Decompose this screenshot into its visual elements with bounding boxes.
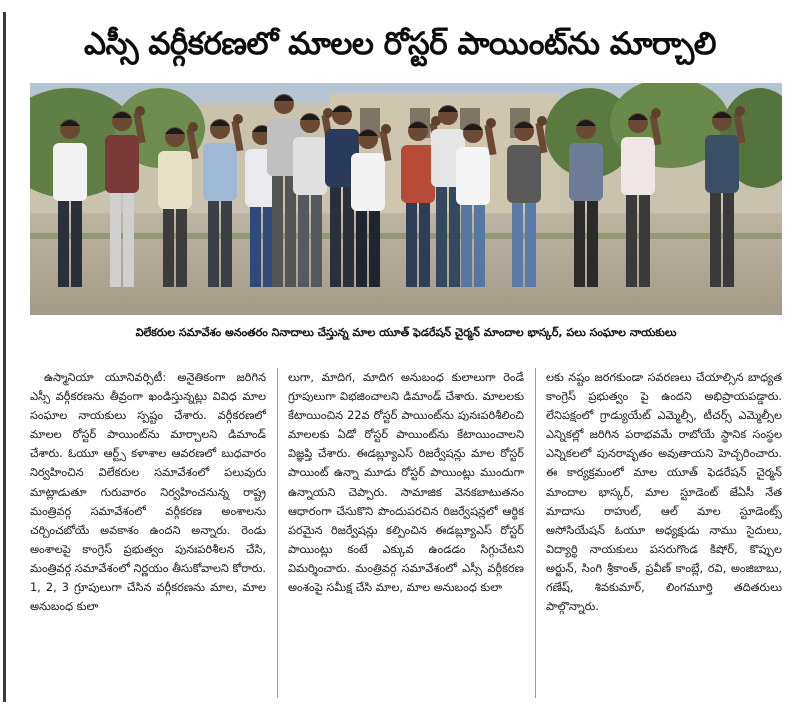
photo-caption: విలేకరుల సమావేశం అనంతరం నినాదాలు చేస్తున్న మాల యూత్ ఫెడరేషన్ చైర్మన్ మాందాల భాస్కర్, పలు సంఘాల నాయకులు bbox=[135, 326, 677, 339]
article-column-1 bbox=[30, 368, 266, 698]
page-margin-rule bbox=[3, 12, 6, 702]
article-column-2 bbox=[288, 368, 524, 698]
article-column-3-text: లకు నష్టం జరగకుండా సవరణలు చేయాల్సిన బాధ్యత కాంగ్రెస్ ప్రభుత్వం పై ఉందని అభిప్రాయపడ్డారు. లేనిపక్షంలో గ్రాడ్యుయేట్ ఎమ్మెల్సీ, టీచర్స్ ఎమ్మెల్సీల ఎన్నికల్లో జరిగిన పరాభవమే రాబోయే స్థానిక సంస్థల ఎన్నికలలో పునరావృతం అవుతాయని హెచ్చరించారు. ఈ కార్యక్రమంలో మాల యూత్ ఫెడరేషన్ చైర్మన్ మాందాల భాస్కర్, మాల స్టూడెంట్ జేఏసీ నేత మాదాసు రాహుల్, ఆల్ మాల స్టూడెంట్స్ అసోసియేషన్ ఓయూ అధ్యక్షుడు నాము సైదులు, విద్యార్థి నాయకులు పసరుగొండ కిషోర్, కొప్పుల అర్జున్, సింగి శ్రీకాంత్, ప్రవీణ్ కాంబ్లే, రవి, అంజిబాబు, గణేష్, శివకుమార్, లింగమూర్తి తదితరులు పాల్గొన్నారు. bbox=[546, 371, 782, 614]
article-body bbox=[30, 368, 782, 698]
article-column-1-text: ఉస్మానియా యూనివర్సిటీ: అనైతికంగా జరిగిన ఎస్సీ వర్గీకరణను తీవ్రంగా ఖండిస్తున్నట్లు వివిధ మాల సంఘాల నాయకులు స్పష్టం చేశారు. వర్గీకరణలో మాలల రోస్టర్ పాయింట్‌ను మార్చాలని డిమాండ్ చేశారు. ఓయూ ఆర్ట్స్ కళాశాల ఆవరణలో బుధవారం నిర్వహించిన విలేకరుల సమావేశంలో పలువురు మాట్లాడుతూ గురువారం నిర్వహించనున్న రాష్ట్ర మంత్రివర్గ సమావేశంలో వర్గీకరణ అంశాలను చర్చించబోయే అవకాశం ఉందని అన్నారు. రెండు అంశాలపై కాంగ్రెస్ ప్రభుత్వం పునఃపరిశీలన చేసి, మంత్రివర్గ సమావేశంలో నిర్ణయం తీసుకోవాలని కోరారు. 1, 2, 3 గ్రూపులుగా చేసిన వర్గీకరణను మాల, మాల అనుబంధ కులా bbox=[30, 371, 266, 614]
column-divider bbox=[535, 368, 536, 698]
column-divider bbox=[277, 368, 278, 698]
article-column-3 bbox=[546, 368, 782, 698]
article-column-2-text: లుగా, మాదిగ, మాదిగ అనుబంధ కులాలుగా రెండే గ్రూపులుగా విభజించాలని డిమాండ్ చేశారు. మాలలకు కేటాయించిన 22వ రోస్టర్ పాయింట్‌ను పునఃపరిశీలించి మాలలకు ఏడో రోస్టర్ పాయింట్‌ను కేటాయించాలని విజ్ఞప్తి చేశారు. ఈడబ్ల్యూఎస్ రిజర్వేషన్లు మాల రోస్టర్ పాయింట్ ఉన్నా మూడు రోస్టర్ పాయింట్లు ముందుగా ఉన్నాయని చెప్పారు. సామాజిక వెనకబాటుతనం ఆధారంగా చేసుకొని పొందుపరచిన రిజర్వేషన్లలో ఆర్థిక పరమైన రిజర్వేషన్లు కల్పించిన ఈడబ్ల్యూఎస్ రోస్టర్ పాయింట్లు కంటే ఎక్కువ ఉండడం సిగ్గుచేటని విమర్శించారు. మంత్రివర్గ సమావేశంలో ఎస్సీ వర్గీకరణ అంశంపై సమీక్ష చేసి మాల, మాల అనుబంధ కులా bbox=[288, 371, 524, 595]
headline: ఎస్సీ వర్గీకరణలో మాలల రోస్టర్ పాయింట్‌ను మార్చాలి bbox=[84, 26, 716, 62]
news-photo bbox=[30, 83, 782, 315]
